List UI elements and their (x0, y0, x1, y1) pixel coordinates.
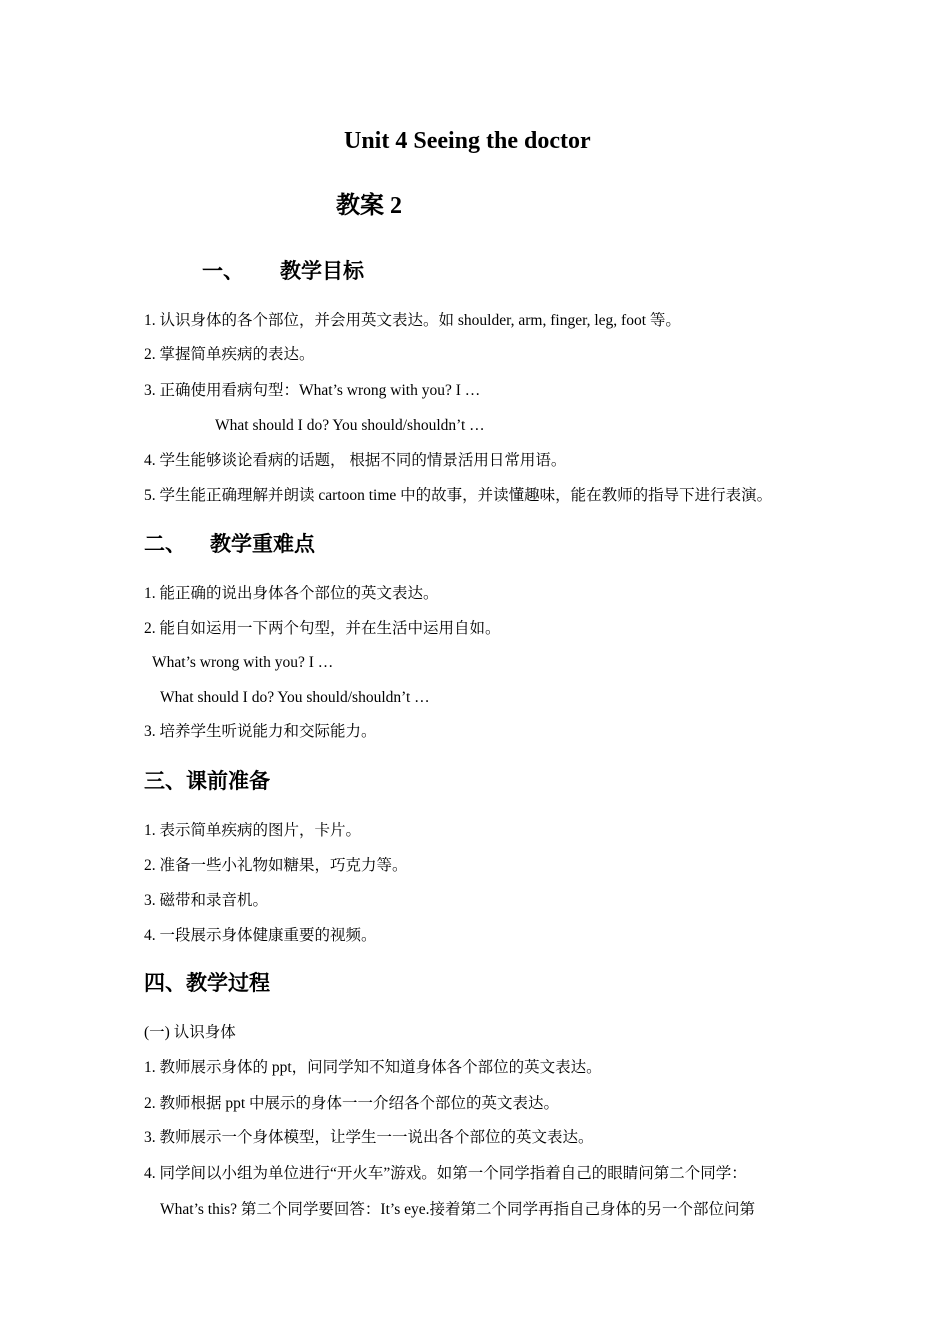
list-item: 2. 能自如运用一下两个句型，并在生活中运用自如。 (144, 620, 501, 637)
document-title: Unit 4 Seeing the doctor (344, 128, 591, 154)
list-item: 3. 正确使用看病句型：What’s wrong with you? I … (144, 382, 481, 399)
list-item: 4. 一段展示身体健康重要的视频。 (144, 927, 377, 944)
list-item: 4. 学生能够谈论看病的话题， 根据不同的情景活用日常用语。 (144, 452, 567, 469)
list-item: 3. 教师展示一个身体模型，让学生一一说出各个部位的英文表达。 (144, 1129, 594, 1146)
list-item: 2. 教师根据 ppt 中展示的身体一一介绍各个部位的英文表达。 (144, 1095, 560, 1112)
section-heading-key-points (144, 530, 315, 558)
list-item: 1. 表示简单疾病的图片，卡片。 (144, 822, 362, 839)
list-item: 3. 培养学生听说能力和交际能力。 (144, 723, 377, 740)
list-item: (一) 认识身体 (144, 1024, 236, 1041)
section-title: 教学重难点 (210, 532, 315, 556)
list-item: 2. 准备一些小礼物如糖果，巧克力等。 (144, 857, 408, 874)
section-number: 一、 (202, 259, 244, 283)
list-item: 5. 学生能正确理解并朗读 cartoon time 中的故事，并读懂趣味，能在教师的指导下进行表演。 (144, 487, 773, 504)
list-item: What’s this? 第二个同学要回答：It’s eye.接着第二个同学再指自己身体的另一个部位问第 (160, 1201, 755, 1218)
list-item: 3. 磁带和录音机。 (144, 892, 269, 909)
list-item: 1. 认识身体的各个部位，并会用英文表达。如 shoulder, arm, finger, leg, foot 等。 (144, 312, 681, 329)
list-item: What’s wrong with you? I … (152, 654, 334, 671)
section-heading-process: 四、教学过程 (144, 971, 270, 995)
section-number: 二、 (144, 532, 186, 556)
section-title: 教学目标 (280, 259, 364, 283)
list-item: 1. 教师展示身体的 ppt，问同学知不知道身体各个部位的英文表达。 (144, 1059, 602, 1076)
list-item: 4. 同学间以小组为单位进行“开火车”游戏。如第一个同学指着自己的眼睛问第二个同学： (144, 1165, 747, 1182)
list-item: What should I do? You should/shouldn’t … (215, 417, 485, 434)
list-item: What should I do? You should/shouldn’t … (160, 689, 430, 706)
section-heading-preparation: 三、课前准备 (144, 769, 270, 793)
document-subtitle: 教案 2 (336, 193, 402, 219)
list-item: 2. 掌握简单疾病的表达。 (144, 346, 315, 363)
section-heading-objectives (202, 257, 364, 285)
list-item: 1. 能正确的说出身体各个部位的英文表达。 (144, 585, 439, 602)
